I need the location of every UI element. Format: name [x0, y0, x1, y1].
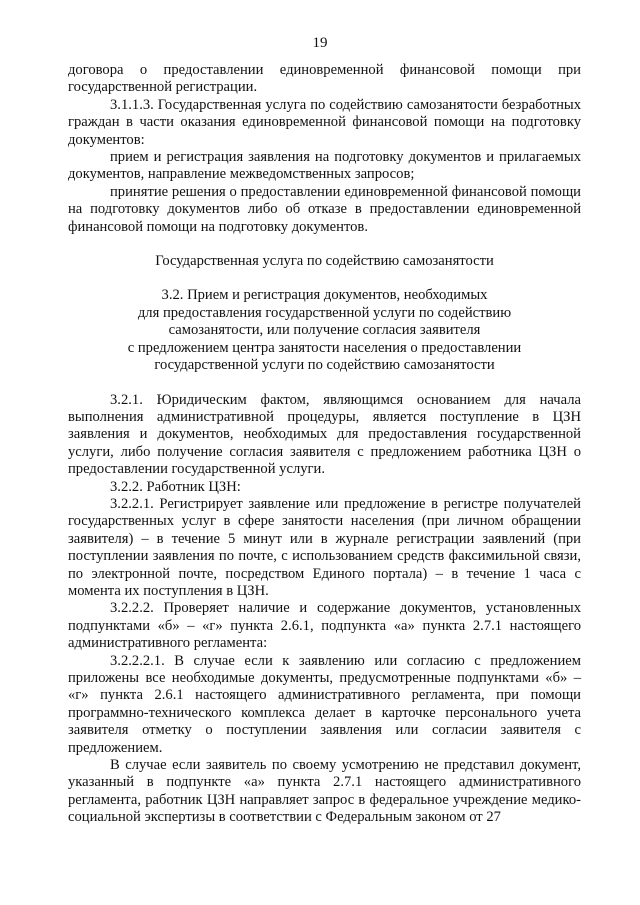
paragraph-3-2-1: 3.2.1. Юридическим фактом, являющимся основанием для начала выполнения административной процедуры, является поступление в ЦЗН заявления и документов, необходимых для предоставления государственной услуги, либо получение согласия заявителя с предложением работника ЦЗН о предоставлении государственной услуги. — [68, 391, 581, 478]
subsection-title-line: 3.2. Прием и регистрация документов, необходимых — [161, 287, 488, 304]
paragraph-3-2-2-1: 3.2.2.1. Регистрирует заявление или предложение в регистре получателей государственных услуг в сфере занятости населения (при личном обращении заявителя) – в течение 5 минут или в журнале регистрации заявлений (при поступлении заявления по почте, с использованием средств факсимильной связи, по электронной почте, посредством Единого портала) – в течение 1 часа с момента их поступления в ЦЗН. — [68, 495, 581, 599]
section-title: Государственная услуга по содействию самозанятости — [155, 253, 494, 270]
paragraph-case-not-provided: В случае если заявитель по своему усмотрению не представил документ, указанный в подпункте «а» пункта 2.7.1 настоящего административного регламента, работник ЦЗН направляет запрос в федеральное учреждение медико-социальной экспертизы в соответствии с Федеральным законом от 27 — [68, 757, 581, 826]
page-number: 19 — [312, 35, 328, 51]
subsection-title-line: с предложением центра занятости населения о предоставлении — [127, 339, 522, 356]
subsection-title-line: государственной услуги по содействию самозанятости — [154, 357, 495, 374]
subsection-title-line: самозанятости, или получение согласия заявителя — [168, 322, 481, 339]
paragraph-list-item-1: прием и регистрация заявления на подготовку документов и прилагаемых документов, направление межведомственных запросов; — [68, 149, 581, 183]
paragraph-3-2-2: 3.2.2. Работник ЦЗН: — [110, 478, 241, 495]
subsection-title — [68, 287, 581, 374]
paragraph-list-item-2: принятие решения о предоставлении единовременной финансовой помощи на подготовку документов либо об отказе в предоставлении единовременной финансовой помощи на подготовку документов. — [68, 183, 581, 235]
document-body — [68, 62, 581, 827]
paragraph-3-1-1-3: 3.1.1.3. Государственная услуга по содействию самозанятости безработных граждан в части оказания единовременной финансовой помощи на подготовку документов: — [68, 96, 581, 148]
paragraph-3-2-2-2: 3.2.2.2. Проверяет наличие и содержание документов, установленных подпунктами «б» – «г» пункта 2.6.1, подпункта «а» пункта 2.7.1 настоящего административного регламента: — [68, 600, 581, 652]
paragraph-3-2-2-2-1: 3.2.2.2.1. В случае если к заявлению или согласию с предложением приложены все необходимые документы, предусмотренные подпунктами «б» – «г» пункта 2.6.1 настоящего административного регламента, при помощи программно-технического комплекса делает в карточке персонального учета заявителя отметку о поступлении заявления или согласии заявителя с предложением. — [68, 652, 581, 756]
paragraph-continuation: договора о предоставлении единовременной финансовой помощи при государственной регистрации. — [68, 62, 581, 96]
subsection-title-line: для предоставления государственной услуги по содействию — [137, 304, 512, 321]
